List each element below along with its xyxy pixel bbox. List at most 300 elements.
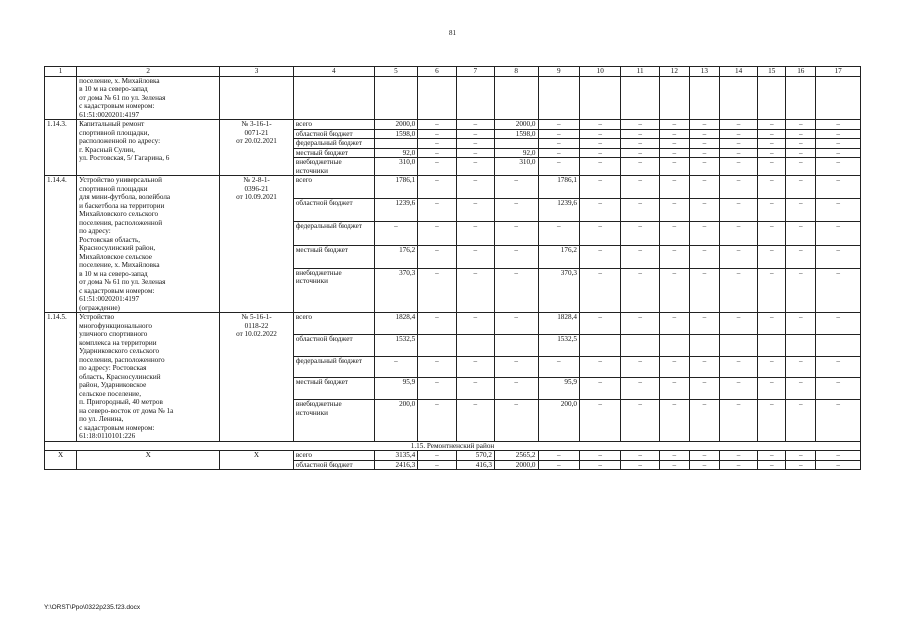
value-cell: – (719, 139, 757, 149)
value-cell: 92,0 (494, 148, 538, 158)
item-description-line: поселения, расположенного (79, 355, 165, 364)
value-cell: – (758, 451, 786, 461)
item-description-line: 61:51:0020201:4197 (79, 295, 140, 303)
funding-source: областной бюджет (293, 334, 374, 356)
table-row (45, 451, 861, 461)
value-cell: – (579, 268, 620, 312)
value-cell: – (659, 356, 689, 378)
value-cell: – (816, 148, 861, 158)
value-cell: – (494, 268, 538, 312)
value-cell: 2416,3 (374, 460, 418, 470)
item-description-line: и баскетбола на территории (79, 201, 165, 210)
item-description-line: с кадастровым номером: (79, 286, 155, 295)
value-cell: – (786, 176, 816, 199)
continuation-address-line: в 10 м на северо-запад (79, 85, 148, 93)
value-cell: – (659, 176, 689, 199)
value-cell: – (374, 222, 418, 245)
funding-source: всего (293, 120, 374, 130)
value-cell: – (816, 313, 861, 335)
item-description-line: ул. Ростовская, 5/ Гагарина, 6 (79, 154, 170, 162)
value-cell: – (621, 222, 659, 245)
value-cell: – (621, 148, 659, 158)
value-cell: – (659, 139, 689, 149)
empty-cell (659, 76, 689, 120)
value-cell: – (494, 356, 538, 378)
item-description-line: спортивной площадки, (79, 128, 150, 137)
value-cell: 200,0 (538, 400, 579, 441)
column-number: 6 (418, 67, 456, 77)
item-description-line: в 10 м на северо-запад (79, 269, 148, 278)
item-document-line: № 5-16-1- (241, 313, 272, 321)
value-cell: – (538, 148, 579, 158)
value-cell: – (418, 139, 456, 149)
column-number: 4 (293, 67, 374, 77)
value-cell: – (579, 129, 620, 139)
value-cell: 1532,5 (538, 334, 579, 356)
funding-source: внебюджетные источники (293, 268, 374, 312)
item-description-line: расположенной по адресу: (79, 137, 161, 145)
value-cell: – (689, 451, 719, 461)
value-cell: – (579, 400, 620, 441)
item-description-line: Красносулинский район, (79, 244, 156, 252)
value-cell (816, 334, 861, 356)
value-cell: – (719, 245, 757, 268)
value-cell: – (418, 460, 456, 470)
section-title: 1.15. Ремонтненский район (45, 441, 861, 451)
value-cell: – (689, 222, 719, 245)
value-cell: – (418, 268, 456, 312)
value-cell: – (689, 378, 719, 400)
value-cell: 1239,6 (538, 199, 579, 222)
value-cell: – (719, 451, 757, 461)
value-cell: 310,0 (494, 158, 538, 176)
value-cell: – (579, 222, 620, 245)
value-cell: – (816, 176, 861, 199)
value-cell: – (494, 222, 538, 245)
item-document (220, 120, 294, 176)
value-cell: – (538, 460, 579, 470)
value-cell: – (538, 222, 579, 245)
value-cell: – (689, 148, 719, 158)
item-description-line: п. Пригородный, 40 метров (79, 398, 163, 406)
column-number: 10 (579, 67, 620, 77)
item-description-line: 61:18:0110101:226 (79, 432, 136, 440)
item-description-line: район, Ударниковское (79, 381, 147, 389)
value-cell: – (786, 120, 816, 130)
value-cell (659, 334, 689, 356)
value-cell: – (786, 245, 816, 268)
value-cell: – (659, 158, 689, 176)
value-cell: – (689, 313, 719, 335)
value-cell: – (816, 378, 861, 400)
empty-cell (786, 76, 816, 120)
value-cell: – (689, 199, 719, 222)
funding-source: федеральный бюджет (293, 139, 374, 149)
value-cell: – (719, 222, 757, 245)
item-description-line: Ростовская область, (79, 235, 141, 244)
value-cell: 200,0 (374, 400, 418, 441)
value-cell: 1598,0 (494, 129, 538, 139)
value-cell: – (418, 129, 456, 139)
funding-source: областной бюджет (293, 199, 374, 222)
value-cell: – (621, 313, 659, 335)
value-cell: – (659, 222, 689, 245)
value-cell: – (816, 400, 861, 441)
value-cell: – (659, 268, 689, 312)
empty-cell (220, 76, 294, 120)
value-cell: – (621, 158, 659, 176)
value-cell: 95,9 (374, 378, 418, 400)
empty-cell (494, 76, 538, 120)
value-cell: – (689, 268, 719, 312)
value-cell: – (621, 139, 659, 149)
column-number: 5 (374, 67, 418, 77)
value-cell: – (786, 400, 816, 441)
item-document-line: от 10.02.2022 (236, 330, 277, 338)
value-cell: – (689, 245, 719, 268)
empty-cell (719, 76, 757, 120)
value-cell: – (816, 356, 861, 378)
value-cell: – (579, 245, 620, 268)
empty-cell (621, 76, 659, 120)
value-cell: – (621, 120, 659, 130)
value-cell: – (621, 451, 659, 461)
funding-source: внебюджетные источники (293, 400, 374, 441)
value-cell: – (816, 222, 861, 245)
value-cell: – (538, 451, 579, 461)
value-cell (374, 139, 418, 149)
value-cell: 1786,1 (538, 176, 579, 199)
value-cell: – (456, 245, 494, 268)
value-cell: – (786, 451, 816, 461)
table-row (45, 120, 861, 130)
value-cell: – (418, 199, 456, 222)
value-cell: – (621, 460, 659, 470)
value-cell: – (786, 148, 816, 158)
value-cell: – (456, 378, 494, 400)
value-cell: 3135,4 (374, 451, 418, 461)
value-cell: – (456, 120, 494, 130)
value-cell: – (719, 129, 757, 139)
column-number: 13 (689, 67, 719, 77)
empty-cell (456, 76, 494, 120)
item-description-line: от дома № 61 по ул. Зеленая (79, 278, 166, 286)
value-cell: – (659, 400, 689, 441)
value-cell: – (659, 199, 689, 222)
value-cell: – (719, 199, 757, 222)
value-cell: – (621, 268, 659, 312)
value-cell: – (494, 400, 538, 441)
value-cell: 370,3 (538, 268, 579, 312)
value-cell: – (786, 460, 816, 470)
funding-source: всего (293, 451, 374, 461)
value-cell: – (816, 158, 861, 176)
value-cell: 1828,4 (538, 313, 579, 335)
funding-source: местный бюджет (293, 378, 374, 400)
funding-source: федеральный бюджет (293, 222, 374, 245)
item-document-line: № 2-8-1- (243, 176, 270, 184)
value-cell: – (719, 268, 757, 312)
value-cell: – (621, 129, 659, 139)
value-cell: – (418, 148, 456, 158)
value-cell: 176,2 (538, 245, 579, 268)
funding-source: местный бюджет (293, 148, 374, 158)
cell-x: Х (45, 451, 77, 470)
item-document-line: 0118-22 (244, 321, 269, 330)
value-cell: – (816, 451, 861, 461)
value-cell: 2000,0 (494, 460, 538, 470)
item-description-line: Ударниковского сельского (79, 347, 160, 355)
value-cell: – (456, 268, 494, 312)
value-cell: – (758, 158, 786, 176)
value-cell: – (659, 460, 689, 470)
value-cell: – (659, 148, 689, 158)
program-table (44, 66, 861, 470)
value-cell: – (758, 148, 786, 158)
item-description-line: уличного спортивного (79, 330, 148, 338)
value-cell: – (456, 222, 494, 245)
value-cell: – (719, 460, 757, 470)
value-cell: – (579, 199, 620, 222)
value-cell: – (538, 356, 579, 378)
value-cell: – (621, 378, 659, 400)
value-cell: – (418, 120, 456, 130)
item-description-line: многофункционального (79, 321, 152, 330)
value-cell: 1828,4 (374, 313, 418, 335)
column-number: 14 (719, 67, 757, 77)
cell-x: Х (77, 451, 220, 470)
value-cell: – (494, 313, 538, 335)
value-cell: – (719, 148, 757, 158)
empty-cell (418, 76, 456, 120)
value-cell: – (538, 129, 579, 139)
value-cell: – (786, 378, 816, 400)
item-id: 1.14.4. (45, 176, 77, 313)
value-cell: – (816, 120, 861, 130)
item-document (220, 176, 294, 313)
item-description-line: область, Красносулинский (79, 372, 161, 381)
value-cell: – (418, 176, 456, 199)
header-row (45, 67, 861, 77)
value-cell: – (456, 199, 494, 222)
empty-cell (45, 76, 77, 120)
value-cell: 95,9 (538, 378, 579, 400)
item-description-line: по адресу: (79, 227, 111, 235)
item-description-line: поселение, х. Михайловка (79, 261, 160, 269)
value-cell: – (719, 378, 757, 400)
value-cell: – (659, 313, 689, 335)
column-number: 9 (538, 67, 579, 77)
value-cell (689, 334, 719, 356)
item-description-line: по ул. Ленина, (79, 415, 124, 423)
value-cell: – (538, 139, 579, 149)
value-cell: – (689, 356, 719, 378)
item-document-line: от 10.09.2021 (236, 193, 277, 201)
value-cell (719, 334, 757, 356)
item-description (77, 120, 220, 176)
value-cell: – (786, 356, 816, 378)
value-cell: 2565,2 (494, 451, 538, 461)
value-cell: – (621, 199, 659, 222)
value-cell: – (494, 245, 538, 268)
value-cell: 92,0 (374, 148, 418, 158)
value-cell: 310,0 (374, 158, 418, 176)
value-cell (494, 139, 538, 149)
value-cell: – (758, 356, 786, 378)
empty-cell (538, 76, 579, 120)
item-description-line: поселения, расположенной (79, 218, 163, 227)
item-document-line: 0396-21 (244, 184, 269, 193)
item-description-line: г. Красный Сулин, (79, 145, 135, 154)
item-description-line: по адресу: Ростовская (79, 364, 147, 372)
item-description-line: Устройство (79, 313, 115, 321)
value-cell: – (456, 129, 494, 139)
value-cell: – (816, 245, 861, 268)
value-cell: – (786, 268, 816, 312)
value-cell: – (659, 120, 689, 130)
value-cell: – (456, 158, 494, 176)
item-description-line: спортивной площадки (79, 184, 148, 193)
continuation-address (77, 76, 220, 120)
empty-cell (758, 76, 786, 120)
value-cell: 2000,0 (494, 120, 538, 130)
value-cell: – (816, 139, 861, 149)
value-cell: – (719, 158, 757, 176)
column-number: 15 (758, 67, 786, 77)
empty-cell (816, 76, 861, 120)
item-document-line: № 3-16-1- (241, 120, 272, 128)
continuation-address-line: поселение, х. Михайловка (79, 76, 160, 85)
value-cell (786, 334, 816, 356)
value-cell (758, 334, 786, 356)
continuation-address-line: от дома № 61 по ул. Зеленая (79, 93, 166, 102)
value-cell: – (758, 268, 786, 312)
value-cell: – (719, 400, 757, 441)
column-number: 17 (816, 67, 861, 77)
funding-source: местный бюджет (293, 245, 374, 268)
value-cell: – (816, 199, 861, 222)
value-cell: – (689, 400, 719, 441)
value-cell: 1786,1 (374, 176, 418, 199)
file-path-footer: Y:\ORST\Ppo\0322p235.f23.docx (44, 604, 141, 611)
value-cell: – (816, 268, 861, 312)
item-document-line: 0071-21 (244, 128, 269, 137)
value-cell: – (579, 356, 620, 378)
value-cell (494, 334, 538, 356)
value-cell: – (456, 400, 494, 441)
funding-source: внебюджетные источники (293, 158, 374, 176)
funding-source: областной бюджет (293, 460, 374, 470)
value-cell: – (786, 313, 816, 335)
column-number: 1 (45, 67, 77, 77)
continuation-address-line: с кадастровым номером: (79, 102, 155, 110)
item-description-line: для мини-футбола, волейбола (79, 193, 171, 201)
value-cell: – (418, 400, 456, 441)
value-cell: – (579, 451, 620, 461)
continuation-address-line: 61:51:0020201:4197 (79, 110, 140, 119)
value-cell: – (786, 139, 816, 149)
value-cell: – (418, 158, 456, 176)
value-cell: – (689, 460, 719, 470)
value-cell: – (579, 176, 620, 199)
value-cell: – (374, 356, 418, 378)
value-cell: – (579, 120, 620, 130)
continuation-row (45, 76, 861, 120)
value-cell: – (456, 139, 494, 149)
item-description-line: сельское поселение, (79, 389, 142, 398)
value-cell: 1239,6 (374, 199, 418, 222)
value-cell: – (786, 199, 816, 222)
empty-cell (579, 76, 620, 120)
value-cell: 176,2 (374, 245, 418, 268)
value-cell: – (786, 222, 816, 245)
value-cell: – (494, 378, 538, 400)
page-number: 81 (449, 29, 456, 37)
column-number: 3 (220, 67, 294, 77)
item-description-line: комплекса на территории (79, 338, 157, 347)
value-cell (621, 334, 659, 356)
value-cell: – (659, 451, 689, 461)
value-cell: – (689, 129, 719, 139)
value-cell (579, 334, 620, 356)
value-cell: – (579, 139, 620, 149)
value-cell: – (758, 460, 786, 470)
item-description-line: Устройство универсальной (79, 176, 162, 184)
column-number: 8 (494, 67, 538, 77)
value-cell: – (758, 222, 786, 245)
value-cell: – (786, 129, 816, 139)
value-cell: 2000,0 (374, 120, 418, 130)
value-cell: – (538, 120, 579, 130)
value-cell: – (456, 313, 494, 335)
item-description-line: на северо-восток от дома № 1а (79, 406, 174, 415)
value-cell: – (816, 129, 861, 139)
empty-cell (374, 76, 418, 120)
empty-cell (689, 76, 719, 120)
value-cell: – (418, 378, 456, 400)
value-cell: – (659, 378, 689, 400)
value-cell: – (758, 400, 786, 441)
value-cell: – (494, 199, 538, 222)
item-description (77, 313, 220, 442)
item-description-line: с кадастровым номером: (79, 423, 155, 432)
value-cell: – (786, 158, 816, 176)
value-cell: – (758, 176, 786, 199)
item-description (77, 176, 220, 313)
table-row (45, 313, 861, 335)
value-cell: – (689, 120, 719, 130)
value-cell: – (621, 176, 659, 199)
value-cell: – (579, 460, 620, 470)
column-number: 12 (659, 67, 689, 77)
value-cell: – (719, 356, 757, 378)
value-cell: – (758, 129, 786, 139)
value-cell: – (621, 400, 659, 441)
value-cell: – (579, 313, 620, 335)
value-cell: – (719, 120, 757, 130)
value-cell: – (418, 222, 456, 245)
value-cell: – (758, 313, 786, 335)
funding-source: областной бюджет (293, 129, 374, 139)
column-number: 7 (456, 67, 494, 77)
value-cell: – (689, 139, 719, 149)
value-cell: – (719, 313, 757, 335)
value-cell (418, 334, 456, 356)
item-id: 1.14.3. (45, 120, 77, 176)
value-cell: 416,3 (456, 460, 494, 470)
value-cell: – (418, 313, 456, 335)
value-cell: 1532,5 (374, 334, 418, 356)
